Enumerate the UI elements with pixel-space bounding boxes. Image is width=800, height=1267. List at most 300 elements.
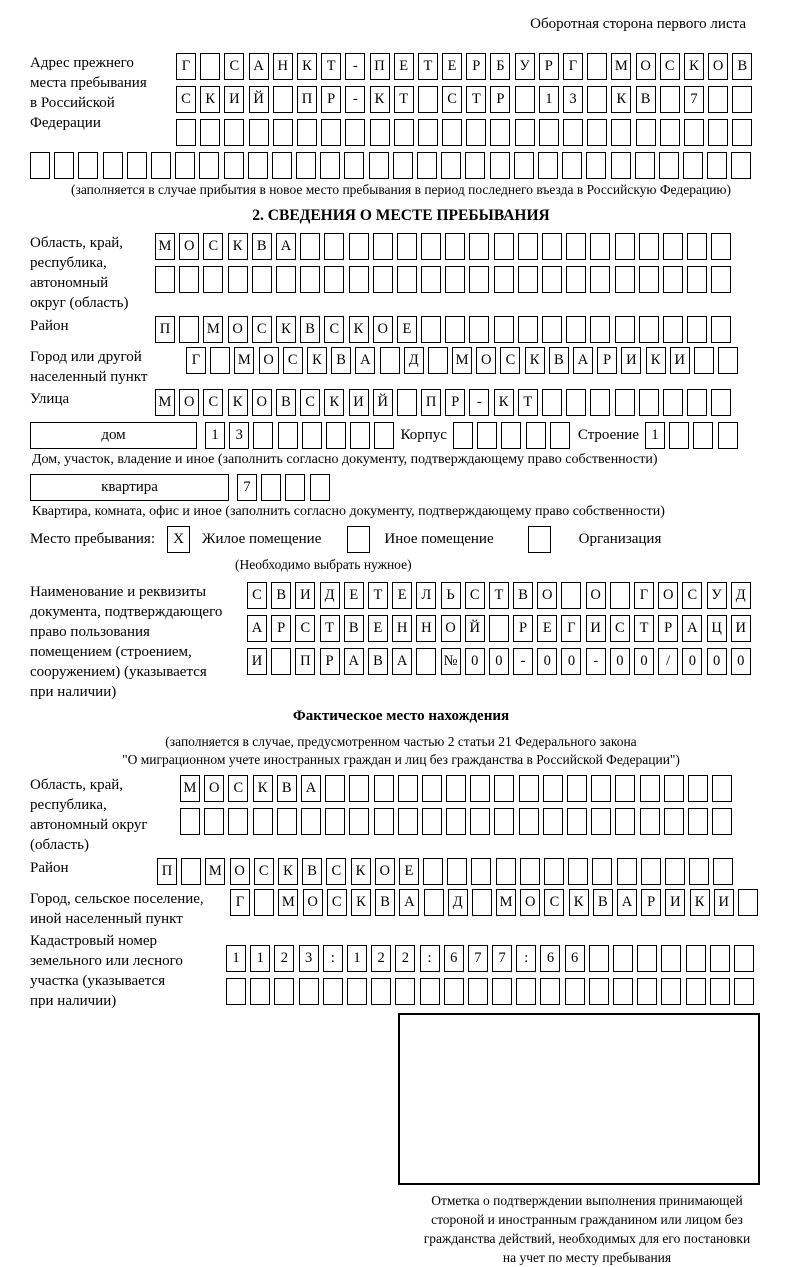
char-box (731, 152, 751, 179)
char-box (711, 389, 731, 416)
char-box (515, 86, 535, 113)
char-box: Р (445, 389, 465, 416)
char-box (635, 152, 655, 179)
char-box: В (300, 316, 320, 343)
char-box: М (205, 858, 225, 885)
char-box: К (611, 86, 631, 113)
char-box (428, 347, 448, 374)
char-box (615, 389, 635, 416)
oblast2-label: Область, край, республика, автономный округ (область) (30, 777, 148, 853)
char-box: А (399, 889, 419, 916)
char-box (445, 316, 465, 343)
char-box (518, 266, 538, 293)
char-box: С (610, 615, 630, 642)
char-box (176, 119, 196, 146)
char-box (610, 582, 630, 609)
char-box: Й (373, 389, 393, 416)
raion-block (30, 316, 772, 343)
char-box: С (660, 53, 680, 80)
char-box: 1 (347, 945, 367, 972)
char-box (249, 119, 269, 146)
char-box (712, 775, 732, 802)
char-box: Й (465, 615, 485, 642)
char-box: К (494, 389, 514, 416)
char-box: О (252, 389, 272, 416)
stay-place-block (30, 526, 772, 553)
char-box (127, 152, 147, 179)
oblast-row-1 (155, 233, 736, 260)
char-box (254, 889, 274, 916)
char-box (325, 775, 345, 802)
char-box: В (271, 582, 291, 609)
char-box (78, 152, 98, 179)
oblast2-block (30, 775, 772, 855)
street-block (30, 389, 772, 416)
char-box: - (345, 53, 365, 80)
char-box (732, 86, 752, 113)
char-box (589, 978, 609, 1005)
char-box (347, 978, 367, 1005)
char-box: О (636, 53, 656, 80)
char-box: О (586, 582, 606, 609)
char-box: Т (418, 53, 438, 80)
char-box (732, 119, 752, 146)
char-box: 7 (468, 945, 488, 972)
char-box (494, 316, 514, 343)
char-box: П (155, 316, 175, 343)
document-block (30, 582, 772, 702)
char-box: Р (490, 86, 510, 113)
char-box (687, 389, 707, 416)
char-box: М (278, 889, 298, 916)
char-box (615, 775, 635, 802)
char-box (713, 858, 733, 885)
document-row-1 (247, 582, 755, 609)
char-box: Т (466, 86, 486, 113)
char-box: С (283, 347, 303, 374)
char-box: К (324, 389, 344, 416)
char-box: Д (731, 582, 751, 609)
char-box (374, 808, 394, 835)
apartment-box-label: квартира (30, 474, 229, 501)
char-box: О (303, 889, 323, 916)
char-box: К (200, 86, 220, 113)
char-box: С (247, 582, 267, 609)
char-box (54, 152, 74, 179)
char-box: В (276, 389, 296, 416)
char-box: Л (416, 582, 436, 609)
apartment-row (237, 474, 334, 501)
char-box (611, 119, 631, 146)
char-box: К (569, 889, 589, 916)
char-box: О (179, 389, 199, 416)
char-box: Г (563, 53, 583, 80)
char-box (520, 858, 540, 885)
char-box: Е (394, 53, 414, 80)
char-box (661, 945, 681, 972)
char-box (637, 978, 657, 1005)
actual-location-title: Фактическое место нахождения (292, 708, 510, 724)
char-box: 0 (707, 648, 727, 675)
char-box (420, 978, 440, 1005)
apartment-caption: Квартира, комната, офис и иное (заполнить согласно документу, подтверждающему право собственности) (32, 504, 665, 519)
char-box (199, 152, 219, 179)
char-box (273, 86, 293, 113)
char-box (543, 808, 563, 835)
char-box (615, 808, 635, 835)
stamp-area (398, 1013, 760, 1185)
char-box: А (301, 775, 321, 802)
char-box (444, 978, 464, 1005)
char-box (693, 422, 713, 449)
char-box: К (228, 389, 248, 416)
char-box (544, 858, 564, 885)
char-box: В (375, 889, 395, 916)
char-box (471, 858, 491, 885)
char-box (708, 119, 728, 146)
char-box: О (537, 582, 557, 609)
section2-title: 2. СВЕДЕНИЯ О МЕСТЕ ПРЕБЫВАНИЯ (252, 207, 550, 224)
prev-address-label: Адрес прежнего места пребывания в Российской Федерации (30, 55, 147, 131)
char-box: О (520, 889, 540, 916)
char-box: К (351, 889, 371, 916)
char-box: В (331, 347, 351, 374)
char-box (587, 119, 607, 146)
char-box (445, 233, 465, 260)
prev-address-row-3 (176, 119, 757, 146)
checkbox-residential-label: Жилое помещение (202, 531, 322, 547)
char-box: - (586, 648, 606, 675)
char-box (325, 808, 345, 835)
oblast-block (30, 233, 772, 313)
char-box (466, 119, 486, 146)
char-box (261, 474, 281, 501)
char-box: С (442, 86, 462, 113)
stay-place-label: Место пребывания: (30, 531, 155, 547)
char-box (468, 978, 488, 1005)
char-box (181, 858, 201, 885)
street-label: Улица (30, 391, 70, 407)
char-box (417, 152, 437, 179)
char-box: № (441, 648, 461, 675)
char-box: М (155, 233, 175, 260)
char-box: 1 (250, 945, 270, 972)
char-box (494, 808, 514, 835)
char-box (663, 389, 683, 416)
char-box (469, 266, 489, 293)
char-box (490, 152, 510, 179)
char-box: Г (230, 889, 250, 916)
char-box: С (326, 858, 346, 885)
char-box: О (658, 582, 678, 609)
char-box: В (593, 889, 613, 916)
char-box: К (646, 347, 666, 374)
char-box: Т (368, 582, 388, 609)
char-box: С (254, 858, 274, 885)
char-box (707, 152, 727, 179)
char-box: 3 (229, 422, 249, 449)
char-box (320, 152, 340, 179)
char-box: С (324, 316, 344, 343)
char-box (418, 119, 438, 146)
char-box (274, 978, 294, 1005)
raion2-row (157, 858, 738, 885)
char-box (538, 152, 558, 179)
char-box: 3 (299, 945, 319, 972)
char-box: А (355, 347, 375, 374)
char-box (300, 266, 320, 293)
char-box: М (180, 775, 200, 802)
char-box: 0 (489, 648, 509, 675)
char-box: 1 (539, 86, 559, 113)
char-box (669, 422, 689, 449)
char-box (226, 978, 246, 1005)
char-box: - (469, 389, 489, 416)
char-box (590, 233, 610, 260)
char-box: С (500, 347, 520, 374)
char-box (489, 615, 509, 642)
char-box: Н (416, 615, 436, 642)
char-box (566, 233, 586, 260)
char-box: У (515, 53, 535, 80)
char-box: Р (271, 615, 291, 642)
char-box (683, 152, 703, 179)
char-box: 0 (682, 648, 702, 675)
char-box (380, 347, 400, 374)
char-box (373, 233, 393, 260)
house-row (205, 422, 399, 449)
char-box: Р (597, 347, 617, 374)
char-box (540, 978, 560, 1005)
char-box: С (176, 86, 196, 113)
char-box: В (302, 858, 322, 885)
char-box (711, 266, 731, 293)
korpus-row (453, 422, 574, 449)
char-box (663, 316, 683, 343)
char-box: В (277, 775, 297, 802)
char-box (175, 152, 195, 179)
char-box: Р (321, 86, 341, 113)
char-box: А (617, 889, 637, 916)
char-box (374, 422, 394, 449)
char-box (180, 808, 200, 835)
char-box: Д (404, 347, 424, 374)
char-box: Ь (441, 582, 461, 609)
char-box: О (373, 316, 393, 343)
char-box (615, 233, 635, 260)
char-box: М (496, 889, 516, 916)
char-box (641, 858, 661, 885)
char-box: И (665, 889, 685, 916)
char-box (738, 889, 758, 916)
char-box: К (684, 53, 704, 80)
char-box: 7 (684, 86, 704, 113)
char-box: 6 (444, 945, 464, 972)
char-box: О (375, 858, 395, 885)
char-box (562, 152, 582, 179)
char-box (492, 978, 512, 1005)
char-box: О (228, 316, 248, 343)
char-box: Р (658, 615, 678, 642)
char-box: К (690, 889, 710, 916)
char-box (587, 86, 607, 113)
char-box (228, 808, 248, 835)
char-box (344, 152, 364, 179)
document-label: Наименование и реквизиты документа, подтверждающего право пользования помещением (строением, сооружением) (указывается при наличии) (30, 584, 223, 700)
char-box: С (327, 889, 347, 916)
char-box: 2 (274, 945, 294, 972)
char-box (694, 347, 714, 374)
raion-row (155, 316, 736, 343)
char-box (589, 945, 609, 972)
char-box (446, 775, 466, 802)
char-box: Т (321, 53, 341, 80)
checkbox-other-premises (347, 526, 370, 553)
char-box: : (420, 945, 440, 972)
char-box: Й (249, 86, 269, 113)
char-box (519, 808, 539, 835)
char-box (423, 858, 443, 885)
char-box (271, 648, 291, 675)
char-box (477, 422, 497, 449)
char-box (30, 152, 50, 179)
char-box (563, 119, 583, 146)
char-box (516, 978, 536, 1005)
char-box: 1 (205, 422, 225, 449)
char-box: / (658, 648, 678, 675)
char-box: К (297, 53, 317, 80)
stroenie-label: Строение (577, 427, 639, 443)
char-box: Н (392, 615, 412, 642)
char-box (663, 233, 683, 260)
char-box (526, 422, 546, 449)
char-box (179, 266, 199, 293)
char-box: И (586, 615, 606, 642)
char-box (587, 53, 607, 80)
char-box: 1 (645, 422, 665, 449)
house-box-label: дом (30, 422, 197, 449)
char-box: О (259, 347, 279, 374)
page-header-note: Оборотная сторона первого листа (530, 16, 746, 32)
char-box (210, 347, 230, 374)
char-box (470, 808, 490, 835)
char-box: М (155, 389, 175, 416)
char-box: П (297, 86, 317, 113)
char-box: О (441, 615, 461, 642)
char-box (496, 858, 516, 885)
char-box: Е (344, 582, 364, 609)
char-box (734, 945, 754, 972)
char-box (660, 86, 680, 113)
char-box (453, 422, 473, 449)
char-box: 7 (492, 945, 512, 972)
char-box: 0 (537, 648, 557, 675)
char-box: С (203, 389, 223, 416)
char-box (297, 119, 317, 146)
char-box: - (345, 86, 365, 113)
char-box: Г (186, 347, 206, 374)
char-box: М (452, 347, 472, 374)
char-box: О (476, 347, 496, 374)
char-box: Е (537, 615, 557, 642)
char-box: А (392, 648, 412, 675)
char-box: А (344, 648, 364, 675)
char-box (501, 422, 521, 449)
char-box: И (224, 86, 244, 113)
char-box (613, 945, 633, 972)
char-box: - (513, 648, 533, 675)
char-box (659, 152, 679, 179)
char-box: Ц (707, 615, 727, 642)
char-box: А (573, 347, 593, 374)
char-box (277, 808, 297, 835)
char-box: 6 (565, 945, 585, 972)
char-box (395, 978, 415, 1005)
char-box: Р (466, 53, 486, 80)
char-box (421, 266, 441, 293)
char-box: Г (561, 615, 581, 642)
char-box (637, 945, 657, 972)
char-box: О (179, 233, 199, 260)
char-box: К (349, 316, 369, 343)
stamp-caption: Отметка о подтверждении выполнения принимающей стороной и иностранным гражданином или лицом без гражданства действий, необходимых для его постановки на учет по месту пребывания (423, 1193, 751, 1265)
actual-location-note-1: (заполняется в случае, предусмотренном частью 2 статьи 21 Федерального закона (165, 734, 637, 749)
char-box (276, 266, 296, 293)
char-box: И (247, 648, 267, 675)
document-row-2 (247, 615, 755, 642)
char-box: Т (394, 86, 414, 113)
char-box: Е (368, 615, 388, 642)
char-box: 0 (561, 648, 581, 675)
char-box (718, 347, 738, 374)
char-box: К (370, 86, 390, 113)
char-box (590, 266, 610, 293)
char-box: 2 (371, 945, 391, 972)
char-box: С (295, 615, 315, 642)
char-box (421, 316, 441, 343)
char-box (224, 119, 244, 146)
char-box: И (731, 615, 751, 642)
char-box (687, 316, 707, 343)
char-box (689, 858, 709, 885)
char-box: В (549, 347, 569, 374)
char-box (494, 233, 514, 260)
char-box: И (295, 582, 315, 609)
char-box (686, 978, 706, 1005)
char-box: К (276, 316, 296, 343)
char-box (710, 945, 730, 972)
char-box (370, 119, 390, 146)
char-box (416, 648, 436, 675)
char-box (664, 808, 684, 835)
char-box (397, 266, 417, 293)
char-box: С (682, 582, 702, 609)
char-box: Е (392, 582, 412, 609)
char-box: И (349, 389, 369, 416)
char-box: Д (448, 889, 468, 916)
char-box (490, 119, 510, 146)
prev-address-row-4 (30, 152, 772, 179)
char-box (447, 858, 467, 885)
char-box: К (525, 347, 545, 374)
char-box (349, 266, 369, 293)
char-box (718, 422, 738, 449)
char-box (310, 474, 330, 501)
char-box (636, 119, 656, 146)
char-box (394, 119, 414, 146)
char-box: В (732, 53, 752, 80)
char-box (591, 808, 611, 835)
